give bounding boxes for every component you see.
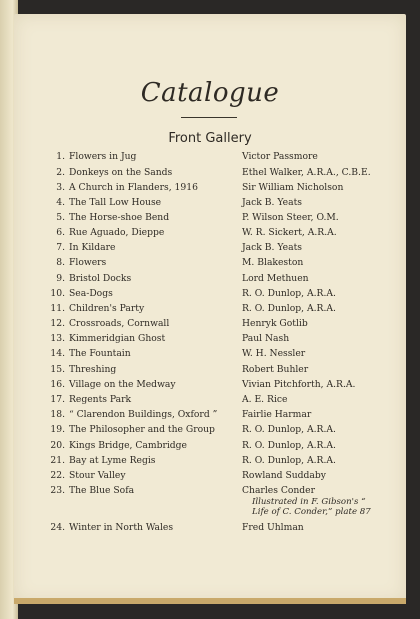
- entry-work-title: The Philosopher and the Group: [69, 424, 215, 435]
- entry-work-title: Kings Bridge, Cambridge: [69, 440, 187, 451]
- entry-number: 20.: [50, 440, 65, 451]
- entry-work-title: Winter in North Wales: [69, 522, 174, 533]
- entry-artist: Rowland Suddaby: [242, 470, 326, 481]
- entry-work-title: Bay at Lyme Regis: [69, 455, 156, 466]
- entry-work-title: Kimmeridgian Ghost: [69, 333, 166, 344]
- entry-artist: W. H. Nessler: [242, 348, 306, 359]
- entry-number: 24.: [50, 522, 65, 533]
- entry-artist: R. O. Dunlop, A.R.A.: [242, 440, 336, 451]
- entry-number: 19.: [50, 424, 65, 435]
- entry-work-title: Village on the Medway: [69, 379, 176, 390]
- entry-number: 21.: [50, 455, 65, 466]
- entry-artist: P. Wilson Steer, O.M.: [242, 212, 339, 223]
- entry-artist: Lord Methuen: [242, 273, 309, 284]
- entry-work-title: Regents Park: [69, 394, 132, 405]
- entry-number: 1.: [56, 151, 65, 162]
- entry-number: 17.: [50, 394, 65, 405]
- entry-number: 9.: [56, 273, 65, 284]
- entry-artist: W. R. Sickert, A.R.A.: [242, 227, 337, 238]
- entry-number: 22.: [50, 470, 65, 481]
- entry-number: 16.: [50, 379, 65, 390]
- entry-artist: Victor Passmore: [242, 151, 318, 162]
- entry-work-title: Rue Aguado, Dieppe: [69, 227, 165, 238]
- entry-number: 7.: [56, 242, 65, 253]
- entry-work-title: Crossroads, Cornwall: [69, 318, 170, 329]
- entry-artist: Charles Conder: [242, 485, 316, 496]
- entry-artist: M. Blakeston: [242, 257, 304, 268]
- entry-note: Illustrated in F. Gibson's “ Life of C. Conder,” plate 87: [252, 497, 371, 517]
- entry-work-title: Sea-Dogs: [69, 288, 113, 299]
- entry-work-title: The Tall Low House: [69, 197, 162, 208]
- entry-number: 13.: [50, 333, 65, 344]
- entry-artist: Jack B. Yeats: [242, 197, 302, 208]
- entry-number: 15.: [50, 364, 65, 375]
- entry-number: 3.: [56, 182, 65, 193]
- entry-artist: R. O. Dunlop, A.R.A.: [242, 288, 336, 299]
- entry-work-title: Bristol Docks: [69, 273, 132, 284]
- entry-artist: Henryk Gotlib: [242, 318, 308, 329]
- entry-number: 6.: [56, 227, 65, 238]
- entry-work-title: The Blue Sofa: [69, 485, 135, 496]
- entry-artist: Robert Buhler: [242, 364, 309, 375]
- entry-artist: Jack B. Yeats: [242, 242, 302, 253]
- entry-artist: R. O. Dunlop, A.R.A.: [242, 455, 336, 466]
- entry-work-title: Stour Valley: [69, 470, 126, 481]
- entry-artist: R. O. Dunlop, A.R.A.: [242, 424, 336, 435]
- entry-artist: Fred Uhlman: [242, 522, 304, 533]
- entry-number: 12.: [50, 318, 65, 329]
- entry-number: 11.: [50, 303, 65, 314]
- entry-work-title: Flowers: [69, 257, 107, 268]
- entry-work-title: “ Clarendon Buildings, Oxford ”: [69, 409, 218, 420]
- entry-number: 5.: [56, 212, 65, 223]
- entry-artist: A. E. Rice: [242, 394, 288, 405]
- entry-work-title: The Fountain: [69, 348, 131, 359]
- entry-number: 2.: [56, 167, 65, 178]
- entry-work-title: Children's Party: [69, 303, 145, 314]
- entry-artist: Fairlie Harmar: [242, 409, 312, 420]
- entry-work-title: Flowers in Jug: [69, 151, 137, 162]
- entry-number: 10.: [50, 288, 65, 299]
- entry-work-title: The Horse-shoe Bend: [69, 212, 170, 223]
- entry-work-title: Donkeys on the Sands: [69, 167, 173, 178]
- section-heading: Front Gallery: [168, 131, 252, 146]
- entry-artist: R. O. Dunlop, A.R.A.: [242, 303, 336, 314]
- entry-artist: Vivian Pitchforth, A.R.A.: [242, 379, 356, 390]
- entry-number: 23.: [50, 485, 65, 496]
- entry-work-title: Threshing: [69, 364, 117, 375]
- entry-number: 8.: [56, 257, 65, 268]
- entry-number: 4.: [56, 197, 65, 208]
- entry-artist: Paul Nash: [242, 333, 290, 344]
- entry-work-title: A Church in Flanders, 1916: [69, 182, 198, 193]
- page-title: Catalogue: [140, 78, 280, 108]
- entry-work-title: In Kildare: [69, 242, 116, 253]
- entry-number: 14.: [50, 348, 65, 359]
- entry-artist: Ethel Walker, A.R.A., C.B.E.: [242, 167, 371, 178]
- entry-artist: Sir William Nicholson: [242, 182, 344, 193]
- entry-number: 18.: [50, 409, 65, 420]
